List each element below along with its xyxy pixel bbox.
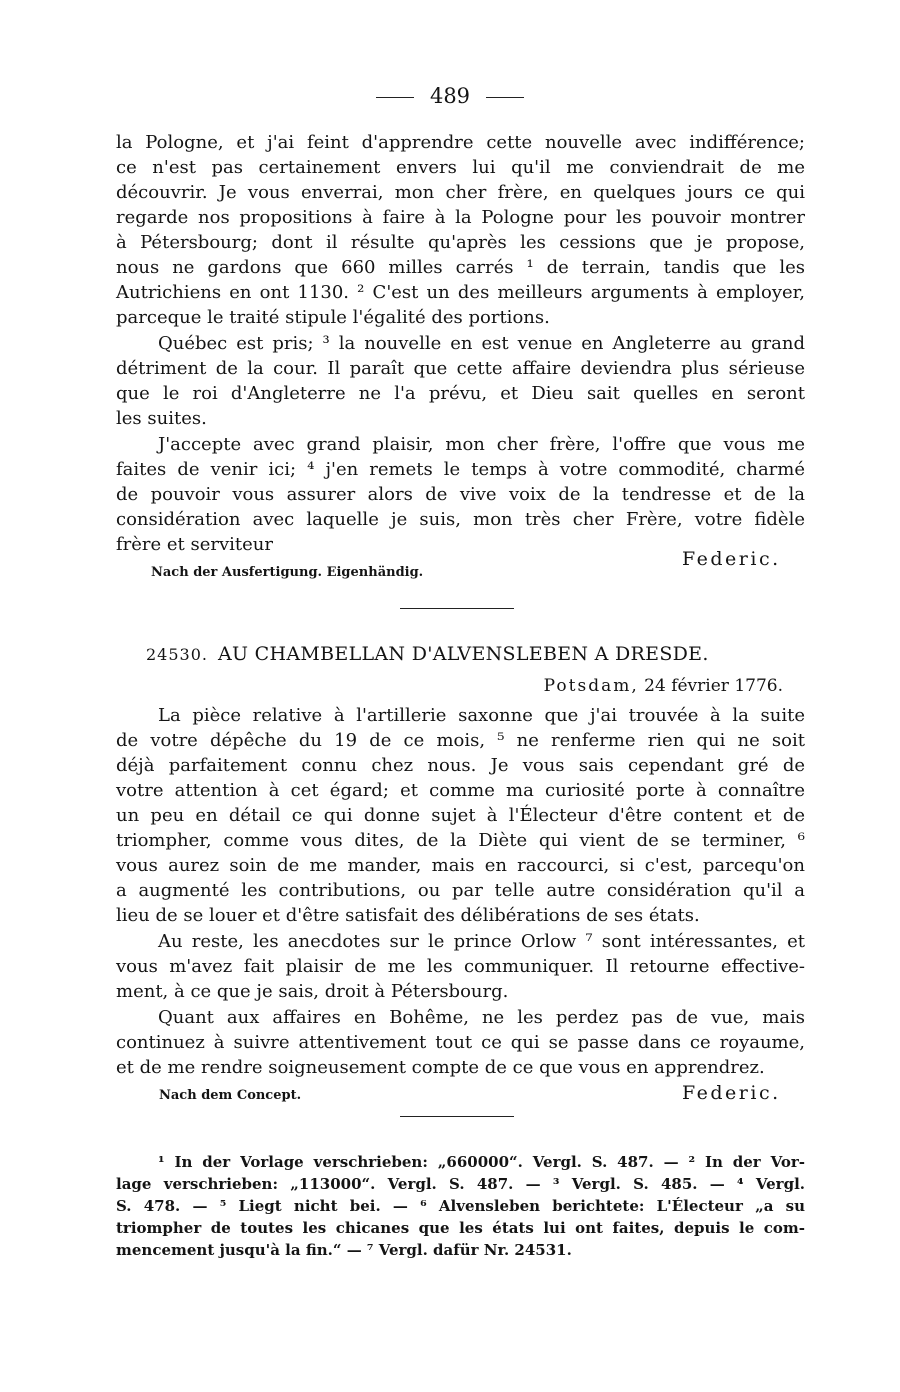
section-divider [400, 608, 514, 609]
header-dash-right [486, 97, 524, 98]
text-line: déjà parfaitement connu chez nous. Je vous sais cependant gré de [116, 755, 805, 776]
text-line: Autrichiens en ont 1130. ² C'est un des meilleurs arguments à employer, [116, 282, 805, 303]
letter-heading [146, 643, 709, 665]
text-line: lieu de se louer et d'être satisfait des délibérations de ses états. [116, 905, 700, 926]
footnote-line: triompher de toutes les chicanes que les états lui ont faites, depuis le com- [116, 1219, 805, 1237]
source-note: Nach der Ausfertigung. Eigenhändig. [151, 565, 424, 580]
text-line: les suites. [116, 408, 207, 429]
footnote-line: mencement jusqu'à la fin.“ — ⁷ Vergl. dafür Nr. 24531. [116, 1241, 572, 1259]
text-line: découvrir. Je vous enverrai, mon cher frère, en quelques jours ce qui [116, 182, 805, 203]
text-line: Quant aux affaires en Bohême, ne les perdez pas de vue, mais [158, 1007, 805, 1028]
text-line: détriment de la cour. Il paraît que cette affaire deviendra plus sérieuse [116, 358, 805, 379]
text-line: J'accepte avec grand plaisir, mon cher frère, l'offre que vous me [158, 434, 805, 455]
text-line: considération avec laquelle je suis, mon très cher Frère, votre fidèle [116, 509, 805, 530]
text-line: de pouvoir vous assurer alors de vive voix de la tendresse et de la [116, 484, 805, 505]
text-line: vous m'avez fait plaisir de me les communiquer. Il retourne effective- [116, 956, 805, 977]
letter-date: 24 février 1776. [644, 676, 783, 696]
text-line: ment, à ce que je sais, droit à Pétersbourg. [116, 981, 509, 1002]
letter-title: AU CHAMBELLAN D'ALVENSLEBEN A DRESDE. [217, 643, 709, 665]
footnote-line: lage verschrieben: „113000“. Vergl. S. 487. — ³ Vergl. S. 485. — ⁴ Vergl. [116, 1175, 805, 1193]
letter-number: 24530. [146, 645, 208, 664]
signature: Federic. [682, 1082, 781, 1104]
text-line: ce n'est pas certainement envers lui qu'il me conviendrait de me [116, 157, 805, 178]
text-line: regarde nos propositions à faire à la Pologne pour les pouvoir montrer [116, 207, 805, 228]
text-line: La pièce relative à l'artillerie saxonne que j'ai trouvée à la suite [158, 705, 805, 726]
source-note: Nach dem Concept. [159, 1088, 302, 1103]
letter-dateline [544, 676, 783, 696]
text-line: et de me rendre soigneusement compte de ce que vous en apprendrez. [116, 1057, 765, 1078]
text-line: un peu en détail ce qui donne sujet à l'Électeur d'être content et de [116, 805, 805, 826]
text-line: faites de venir ici; ⁴ j'en remets le temps à votre commodité, charmé [116, 459, 805, 480]
footnote-line: S. 478. — ⁵ Liegt nicht bei. — ⁶ Alvensleben berichtete: L'Électeur „a su [116, 1197, 805, 1215]
text-line: continuez à suivre attentivement tout ce qui se passe dans ce royaume, [116, 1032, 805, 1053]
text-line: vous aurez soin de me mander, mais en raccourci, si c'est, parcequ'on [116, 855, 805, 876]
text-line: parceque le traité stipule l'égalité des portions. [116, 307, 550, 328]
text-line: triompher, comme vous dites, de la Diète qui vient de se terminer, ⁶ [116, 830, 805, 851]
text-line: à Pétersbourg; dont il résulte qu'après les cessions que je propose, [116, 232, 805, 253]
page-header [0, 84, 900, 108]
page-number: 489 [429, 84, 471, 108]
text-line: la Pologne, et j'ai feint d'apprendre cette nouvelle avec indifférence; [116, 132, 805, 153]
text-line: que le roi d'Angleterre ne l'a prévu, et Dieu sait quelles en seront [116, 383, 805, 404]
text-line: Au reste, les anecdotes sur le prince Orlow ⁷ sont intéressantes, et [158, 931, 805, 952]
text-line: frère et serviteur [116, 534, 274, 555]
letter-place: Potsdam, [543, 676, 639, 696]
text-line: votre attention à cet égard; et comme ma curiosité porte à connaître [116, 780, 805, 801]
signature: Federic. [682, 548, 781, 570]
footnote-divider [400, 1116, 514, 1117]
text-line: nous ne gardons que 660 milles carrés ¹ de terrain, tandis que les [116, 257, 805, 278]
header-dash-left [376, 97, 414, 98]
text-line: Québec est pris; ³ la nouvelle en est venue en Angleterre au grand [158, 333, 805, 354]
text-line: de votre dépêche du 19 de ce mois, ⁵ ne renferme rien qui ne soit [116, 730, 805, 751]
footnote-line: ¹ In der Vorlage verschrieben: „660000“. Vergl. S. 487. — ² In der Vor- [158, 1153, 805, 1171]
text-line: a augmenté les contributions, ou par telle autre considération qu'il a [116, 880, 805, 901]
